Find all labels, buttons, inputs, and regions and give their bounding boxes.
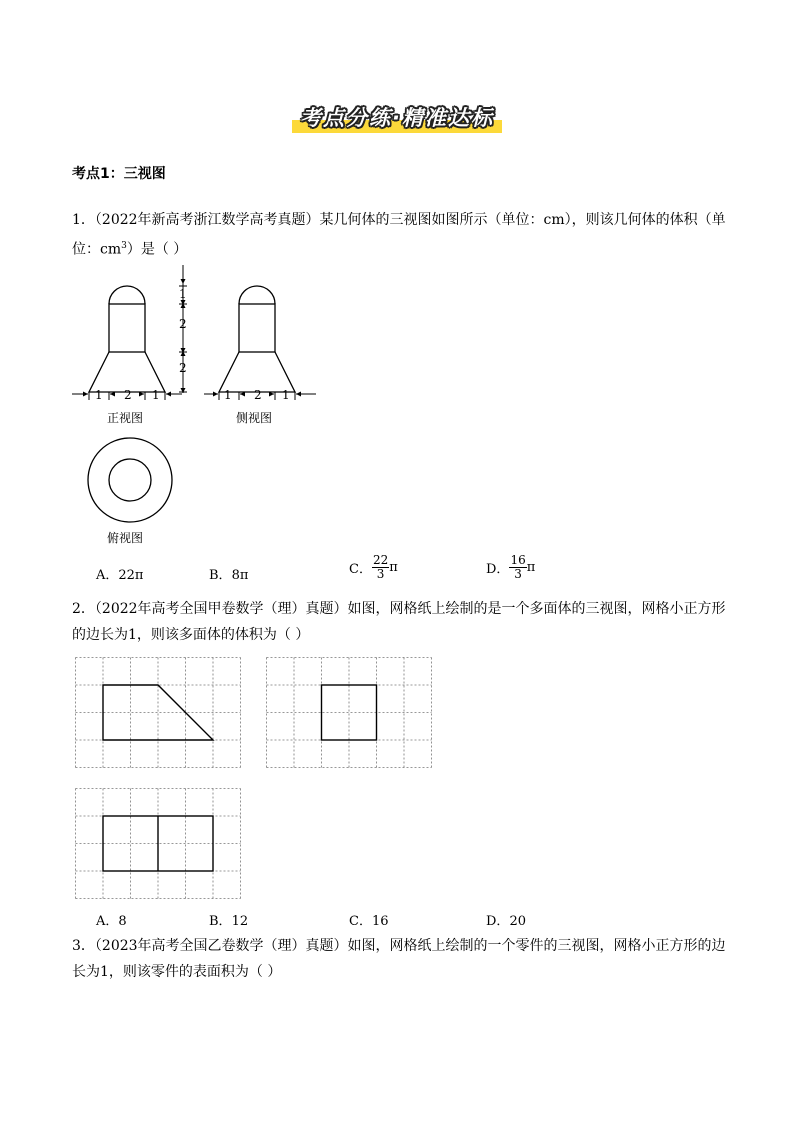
front-dim-middle: 2 (124, 388, 132, 402)
side-dim-right: 1 (282, 388, 290, 402)
question-2-grid-top-view (75, 788, 243, 901)
dim-vertical-2: 2 (179, 317, 187, 331)
side-view-shape (219, 286, 295, 392)
question-2-line-2: 的边长为1，则该多面体的体积为（ ） (72, 627, 310, 643)
q2-option-c[interactable]: C．16 (349, 914, 389, 929)
question-1-text (72, 207, 732, 263)
grid-lines (267, 658, 432, 768)
question-1-top-view (84, 436, 180, 528)
caption-top-view: 俯视图 (107, 531, 144, 545)
q1-option-d[interactable]: D． $\frac{16}{3}$ π (486, 553, 536, 581)
question-3-line-1: 3．（2023年高考全国乙卷数学（理）真题）如图，网格纸上绘制的一个零件的三视图，网格小正方形的边 (72, 938, 726, 954)
banner (0, 100, 794, 136)
question-1-line-2: 位：$cm^3$）是（ ） (72, 241, 188, 258)
question-1-line-1: 1．（2022年新高考浙江数学高考真题）某几何体的三视图如图所示（单位：cm），则该几何体的体积（单 (72, 212, 726, 228)
side-dim-left: 1 (224, 388, 232, 402)
dim-vertical-3: 2 (179, 361, 187, 375)
q1-option-b[interactable]: B．8π (209, 568, 249, 583)
q1-option-a[interactable]: A．22π (96, 568, 144, 583)
side-dim-middle: 2 (254, 388, 262, 402)
caption-front-view: 正视图 (107, 411, 144, 425)
q2-option-d[interactable]: D．20 (486, 914, 526, 929)
question-2-text (72, 596, 732, 648)
q2-option-a[interactable]: A．8 (96, 914, 127, 929)
front-dim-left: 1 (95, 388, 103, 402)
section-title: 考点1：三视图 (72, 166, 166, 182)
grid-lines (76, 658, 241, 768)
question-1-three-view-figure (64, 262, 334, 432)
question-2-line-1: 2．（2022年高考全国甲卷数学（理）真题）如图，网格纸上绘制的是一个多面体的三视图，网格小正方形 (72, 601, 726, 617)
q1-option-c[interactable]: C． $\frac{22}{3}$ π (349, 553, 398, 581)
question-3-line-2: 长为1，则该零件的表面积为（ ） (72, 964, 282, 980)
question-2-grid-front-view (75, 657, 243, 770)
question-2-grid-side-view (266, 657, 434, 770)
front-dim-right: 1 (152, 388, 160, 402)
question-3-text (72, 933, 732, 985)
q2-option-b[interactable]: B．12 (209, 914, 249, 929)
banner-title: 考点分练·精准达标 (292, 100, 502, 136)
front-view-shape (89, 286, 165, 392)
caption-side-view: 侧视图 (236, 411, 273, 425)
dim-vertical-1: 1 (179, 287, 187, 301)
